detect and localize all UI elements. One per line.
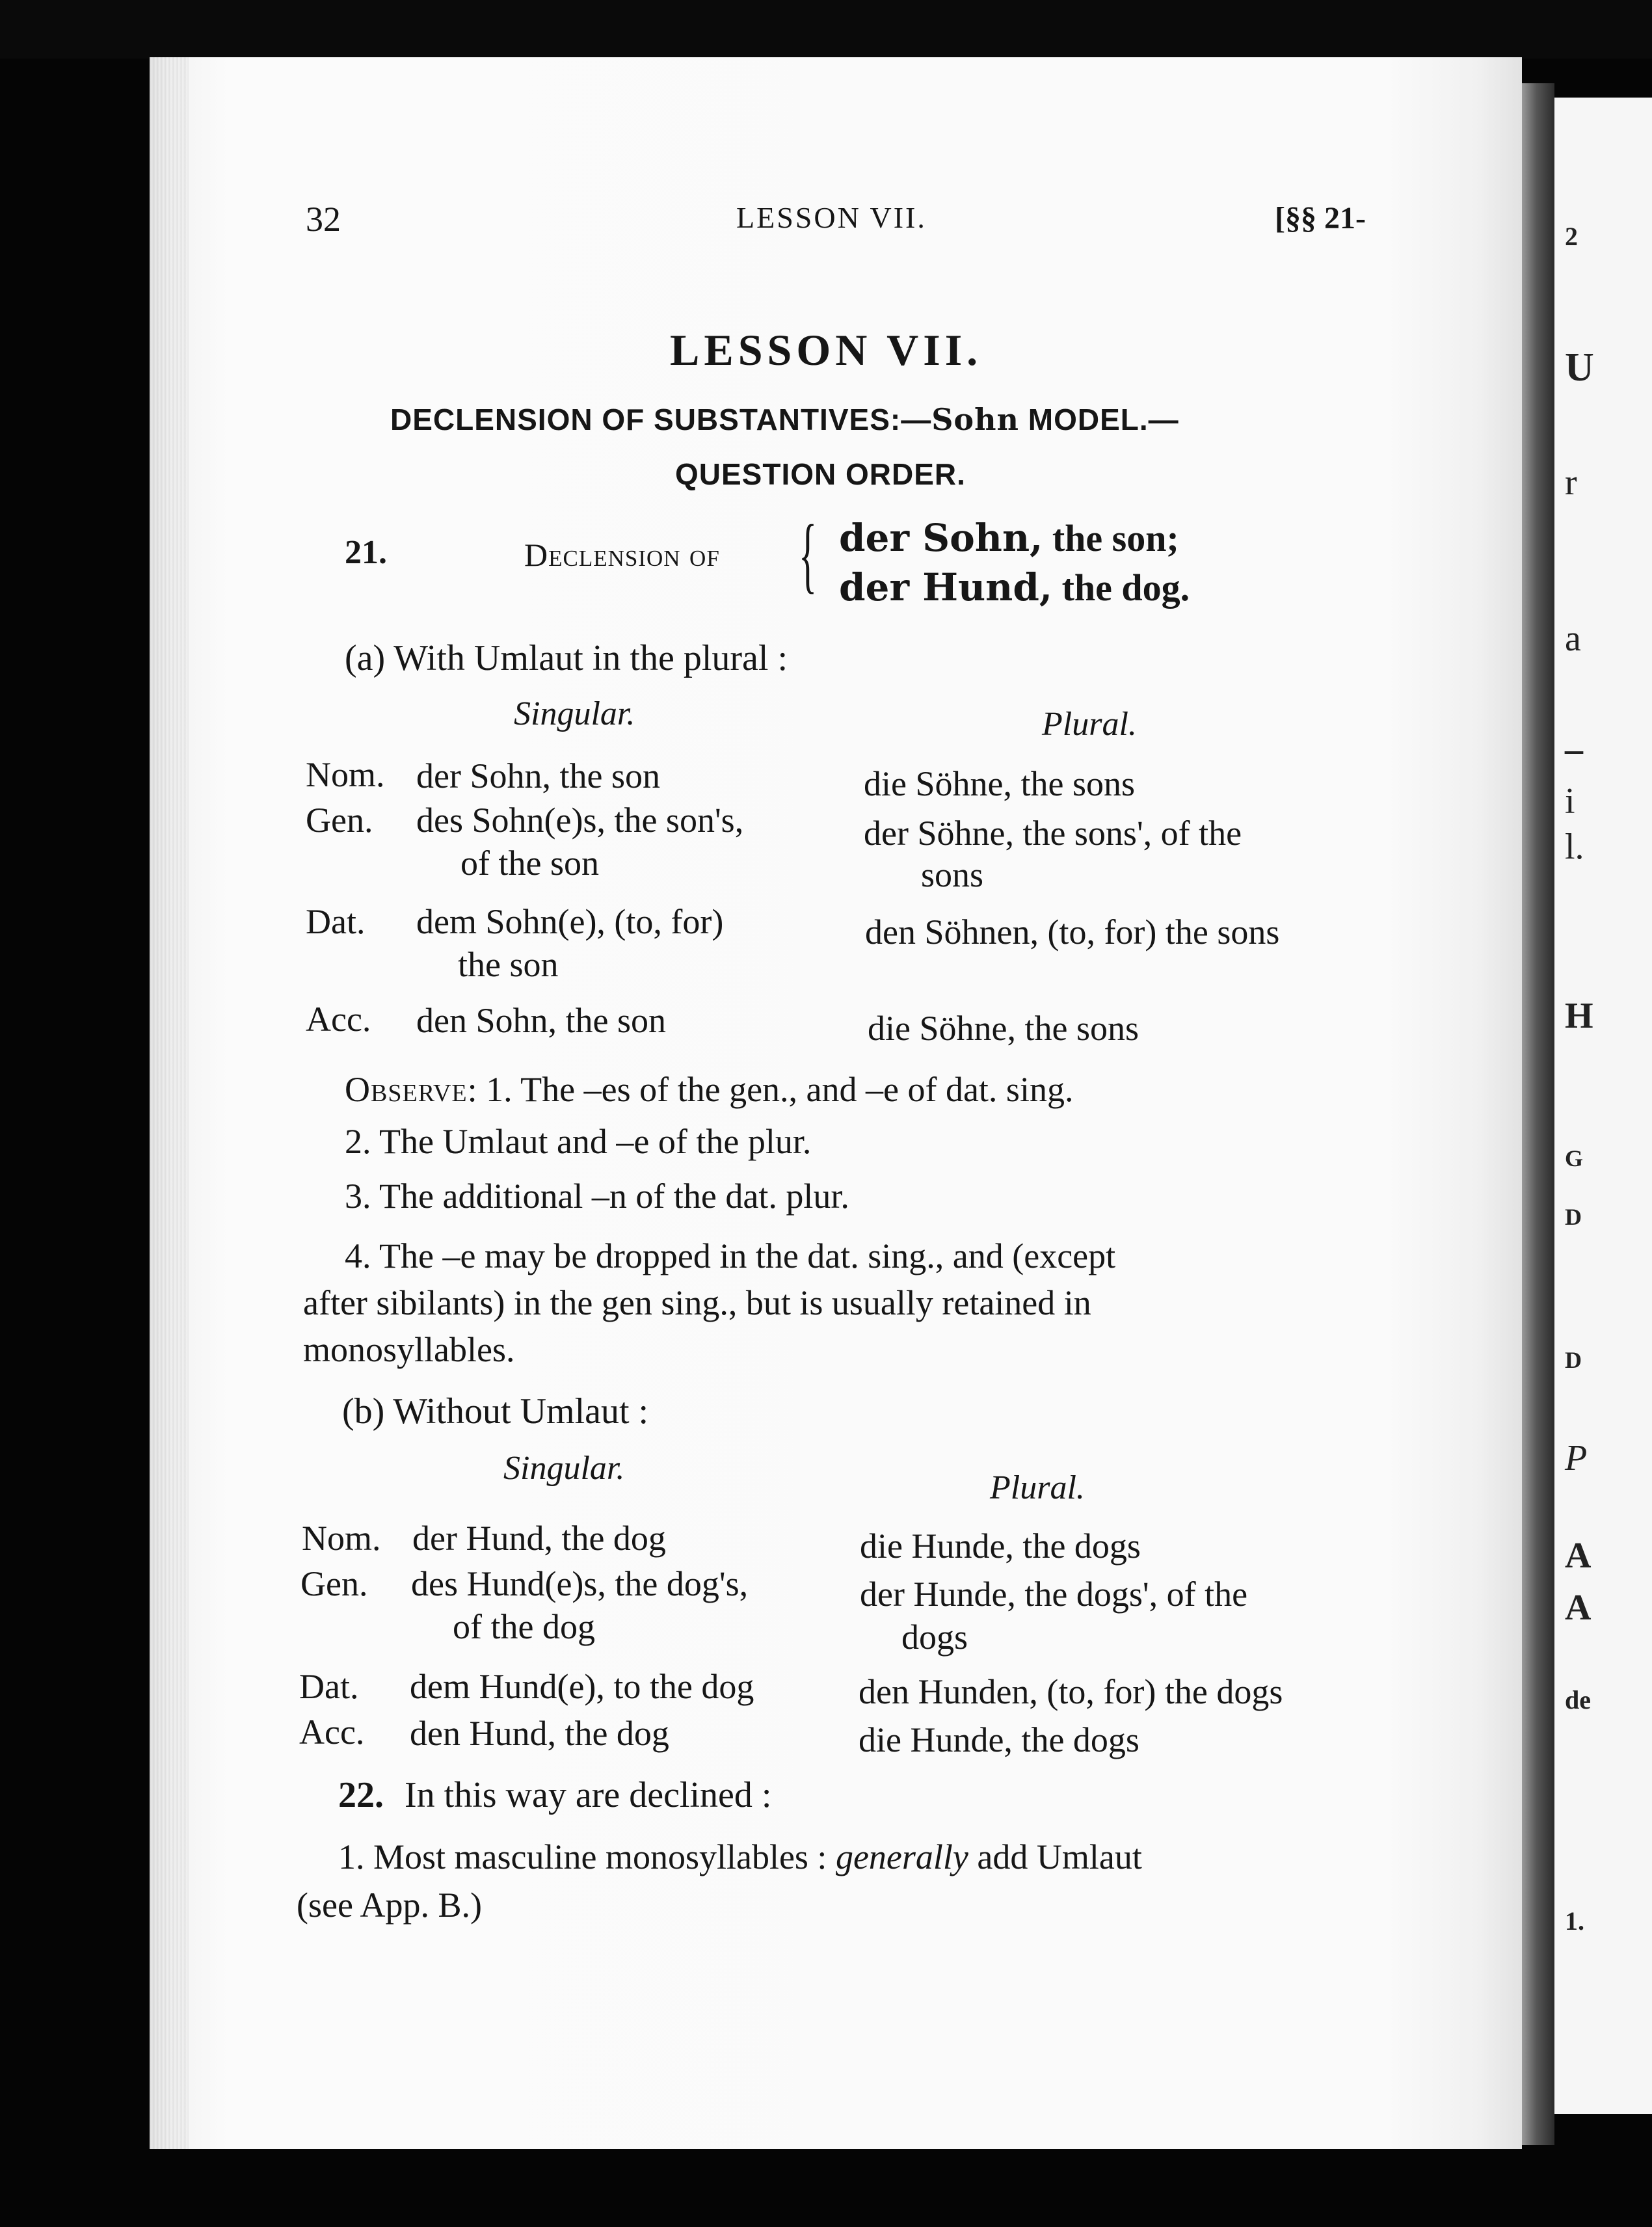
observe-item-4-line1: 4. The –e may be dropped in the dat. sing., and (except xyxy=(345,1236,1116,1275)
plural-form: den Hunden, (to, for) the dogs xyxy=(859,1672,1283,1711)
case-label: Nom. xyxy=(302,1519,381,1558)
facing-page-text: A xyxy=(1565,1536,1592,1576)
brace-symbol: { xyxy=(799,508,818,602)
plural-form: den Söhnen, (to, for) the sons xyxy=(865,913,1280,952)
case-label: Acc. xyxy=(299,1713,365,1752)
part-b-singular-head: Singular. xyxy=(503,1450,625,1487)
german-der-sohn: der Sohn, xyxy=(839,516,1043,560)
singular-form: dem Hund(e), to the dog xyxy=(410,1667,754,1706)
item-1-text-b: add Umlaut xyxy=(968,1837,1142,1876)
part-a-singular-head: Singular. xyxy=(514,695,635,732)
section-21-number: 21. xyxy=(345,534,387,571)
observe-item-4-line3: monosyllables. xyxy=(303,1330,515,1369)
facing-page-text: U xyxy=(1565,345,1594,390)
section-21-line1 xyxy=(839,516,1179,560)
part-a-plural-head: Plural. xyxy=(1042,706,1137,743)
singular-form-continued: the son xyxy=(458,945,559,984)
singular-form: dem Sohn(e), (to, for) xyxy=(416,902,724,941)
facing-page-text: i xyxy=(1565,781,1575,821)
subtitle-text-a: DECLENSION OF SUBSTANTIVES:— xyxy=(390,403,932,436)
section-22-number: 22. xyxy=(338,1775,384,1815)
section-22-item-1-line2: (see App. B.) xyxy=(297,1886,482,1925)
case-label: Dat. xyxy=(306,902,366,941)
german-der-hund: der Hund, xyxy=(839,565,1053,609)
facing-page-text: P xyxy=(1565,1438,1588,1478)
plural-form: die Söhne, the sons xyxy=(864,764,1135,803)
plural-form-continued: dogs xyxy=(901,1618,968,1657)
facing-page-text: H xyxy=(1565,996,1593,1036)
section-22-line xyxy=(338,1777,771,1813)
subtitle-model-word: Sohn xyxy=(931,402,1019,437)
page-edges xyxy=(150,57,189,2149)
observe-item-1 xyxy=(345,1072,1073,1107)
facing-page-text: G xyxy=(1565,1145,1584,1171)
plural-form: die Söhne, the sons xyxy=(868,1009,1139,1048)
facing-page-text: de xyxy=(1565,1685,1591,1714)
section-22-item-1 xyxy=(338,1839,1142,1874)
book-gutter xyxy=(1522,83,1554,2145)
facing-page-text: A xyxy=(1565,1588,1592,1628)
section-21-line2 xyxy=(839,565,1190,609)
case-label: Gen. xyxy=(306,801,373,840)
facing-page-text: a xyxy=(1565,619,1581,659)
observe-item-4-line2: after sibilants) in the gen sing., but is usually retained in xyxy=(303,1283,1091,1322)
observe-label: Observe xyxy=(345,1070,468,1109)
singular-form: den Sohn, the son xyxy=(416,1001,666,1040)
lesson-title: LESSON VII. xyxy=(670,325,983,375)
section-reference: [§§ 21- xyxy=(1275,201,1366,235)
facing-page-text: 1. xyxy=(1565,1906,1584,1936)
facing-page-text: D xyxy=(1565,1347,1582,1373)
case-label: Nom. xyxy=(306,755,385,794)
plural-form: die Hunde, the dogs xyxy=(860,1527,1141,1566)
plural-form: der Hunde, the dogs', of the xyxy=(860,1575,1248,1614)
section-21-label: Declension of xyxy=(524,537,720,573)
facing-page-text: D xyxy=(1565,1204,1582,1230)
plural-form: die Hunde, the dogs xyxy=(859,1720,1139,1759)
singular-form-continued: of the dog xyxy=(453,1607,595,1646)
lesson-subtitle-line2: QUESTION ORDER. xyxy=(675,457,966,491)
observe-item-3: 3. The additional –n of the dat. plur. xyxy=(345,1177,849,1216)
part-b-heading: (b) Without Umlaut : xyxy=(342,1391,649,1432)
facing-page-edge xyxy=(1554,98,1652,2114)
facing-page-text: 2 xyxy=(1565,222,1578,251)
singular-form: der Sohn, the son xyxy=(416,756,660,795)
lesson-subtitle-line1 xyxy=(390,402,1179,437)
singular-form: des Sohn(e)s, the son's, xyxy=(416,801,744,840)
facing-page-text: r xyxy=(1565,462,1577,503)
observe-item-2: 2. The Umlaut and –e of the plur. xyxy=(345,1122,812,1161)
english-the-son: the son; xyxy=(1043,517,1179,559)
book-spread xyxy=(150,57,1554,2149)
case-label: Dat. xyxy=(299,1667,359,1706)
scan-border xyxy=(0,0,1652,59)
case-label: Gen. xyxy=(300,1564,368,1603)
section-22-text: In this way are declined : xyxy=(405,1775,772,1815)
subtitle-text-b: MODEL.— xyxy=(1019,403,1179,436)
singular-form-continued: of the son xyxy=(460,844,599,883)
item-1-emphasis: generally xyxy=(835,1837,968,1876)
facing-page-text: – xyxy=(1565,729,1583,769)
plural-form: der Söhne, the sons', of the xyxy=(864,814,1242,853)
case-label: Acc. xyxy=(306,1000,371,1039)
part-a-heading: (a) With Umlaut in the plural : xyxy=(345,638,788,678)
facing-page-text: l. xyxy=(1565,827,1584,867)
singular-form: des Hund(e)s, the dog's, xyxy=(411,1564,749,1603)
item-1-text-a: 1. Most masculine monosyllables : xyxy=(338,1837,836,1876)
page-number: 32 xyxy=(306,200,341,239)
singular-form: der Hund, the dog xyxy=(412,1519,666,1558)
plural-form-continued: sons xyxy=(921,855,984,894)
english-the-dog: the dog. xyxy=(1052,567,1190,609)
running-title: LESSON VII. xyxy=(736,201,927,234)
observe-item-1-text: : 1. The –es of the gen., and –e of dat. sing. xyxy=(467,1070,1074,1109)
part-b-plural-head: Plural. xyxy=(990,1469,1085,1506)
singular-form: den Hund, the dog xyxy=(410,1714,669,1753)
